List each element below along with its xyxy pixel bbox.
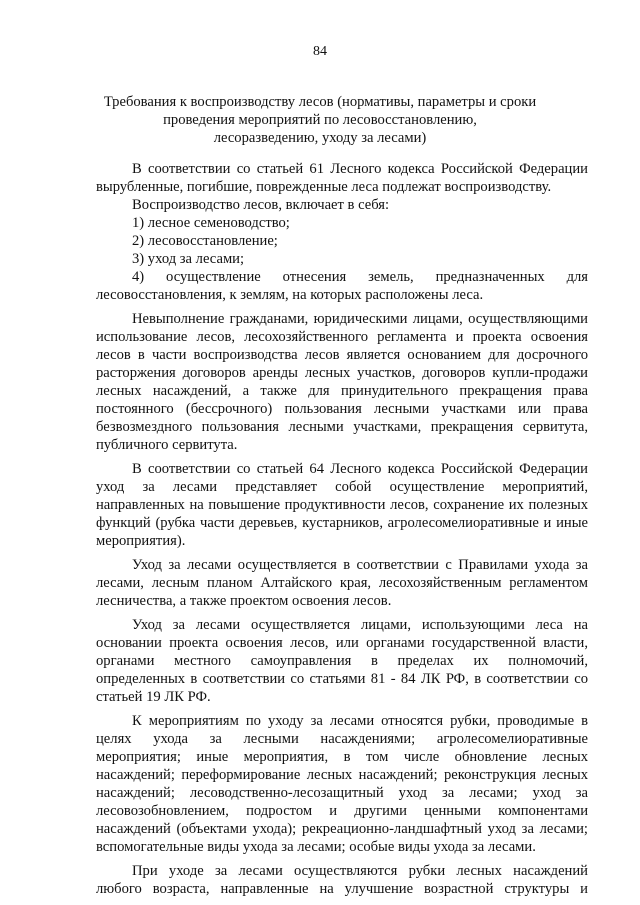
text-line: направленных на повышение продуктивности лесов, сохранение их полезных <box>96 497 588 513</box>
text-line: Уход за лесами осуществляется в соответствии с Правилами ухода за <box>132 557 588 573</box>
text-line: безвозмездного пользования лесными участками, прекращения сервитута, <box>96 419 588 435</box>
text-line: В соответствии со статьей 64 Лесного кодекса Российской Федерации <box>132 461 588 477</box>
text-line: лесных насаждений, а также для принудительного прекращения права <box>96 383 588 399</box>
text-line: функций (рубка части деревьев, кустарников, агролесомелиоративные и иные <box>96 515 588 531</box>
text-line: насаждений; переформирование лесных насаждений; реконструкция лесных <box>96 767 588 783</box>
text-line: 4) осуществление отнесения земель, предназначенных для <box>132 269 588 285</box>
text-line: лесов в части воспроизводства лесов является основанием для досрочного <box>96 347 588 363</box>
text-line: Невыполнение гражданами, юридическими лицами, осуществляющими <box>132 311 588 327</box>
text-line: мероприятия). <box>96 533 186 549</box>
heading-line: лесоразведению, уходу за лесами) <box>213 130 427 146</box>
text-line: насаждений (объектами ухода); рекреационно-ландшафтный уход за лесами; <box>96 821 588 837</box>
text-line: В соответствии со статьей 61 Лесного кодекса Российской Федерации <box>132 161 588 177</box>
heading-line: проведения мероприятий по лесовосстановлению, <box>163 112 477 128</box>
text-line: любого возраста, направленные на улучшение возрастной структуры и <box>96 881 588 897</box>
text-line: вспомогательные виды ухода за лесами; особые виды ухода за лесами. <box>96 839 536 855</box>
text-line: основании проекта освоения лесов, или органами государственной власти, <box>96 635 588 651</box>
text-line: мероприятия; иные мероприятия, в том числе обновление лесных <box>96 749 588 765</box>
text-line: 1) лесное семеноводство; <box>132 215 290 231</box>
text-line: постоянного (бессрочного) пользования лесными участками или права <box>96 401 588 417</box>
text-line: расторжения договоров аренды лесных участков, договоров купли-продажи <box>96 365 588 381</box>
text-line: целях ухода за лесными насаждениями; агролесомелиоративные <box>96 731 588 747</box>
text-line: лесовосстановления, к землям, на которых расположены леса. <box>96 287 484 303</box>
text-line: К мероприятиям по уходу за лесами относятся рубки, проводимые в <box>132 713 588 729</box>
text-line: лесами, лесным планом Алтайского края, лесохозяйственным регламентом <box>96 575 588 591</box>
page-number: 84 <box>313 44 327 59</box>
body-text <box>96 160 588 898</box>
text-line: Уход за лесами осуществляется лицами, использующими леса на <box>132 617 588 633</box>
text-line: уход за лесами представляет собой осуществление мероприятий, <box>96 479 588 495</box>
text-line: использование лесов, лесохозяйственного регламента и проекта освоения <box>96 329 588 345</box>
text-line: лесничества, а также проектом освоения лесов. <box>96 593 392 609</box>
text-line: органами местного самоуправления в пределах их полномочий, <box>96 653 588 669</box>
text-line: насаждений; лесоводственно-лесозащитный уход за лесами; уход за <box>96 785 588 801</box>
text-line: лесовозобновлением, подростом и другими ценными компонентами <box>96 803 588 819</box>
text-line: вырубленные, погибшие, поврежденные леса подлежат воспроизводству. <box>96 179 552 195</box>
text-line: публичного сервитута. <box>96 437 238 453</box>
text-line: статьей 19 ЛК РФ. <box>96 689 211 705</box>
text-line: 3) уход за лесами; <box>132 251 245 267</box>
text-line: 2) лесовосстановление; <box>132 233 278 249</box>
section-heading <box>96 93 544 147</box>
text-line: определенных в соответствии со статьями 81 - 84 ЛК РФ, в соответствии со <box>96 671 588 687</box>
text-line: При уходе за лесами осуществляются рубки лесных насаждений <box>132 863 588 879</box>
heading-line: Требования к воспроизводству лесов (нормативы, параметры и сроки <box>103 94 537 110</box>
text-line: Воспроизводство лесов, включает в себя: <box>132 197 390 213</box>
